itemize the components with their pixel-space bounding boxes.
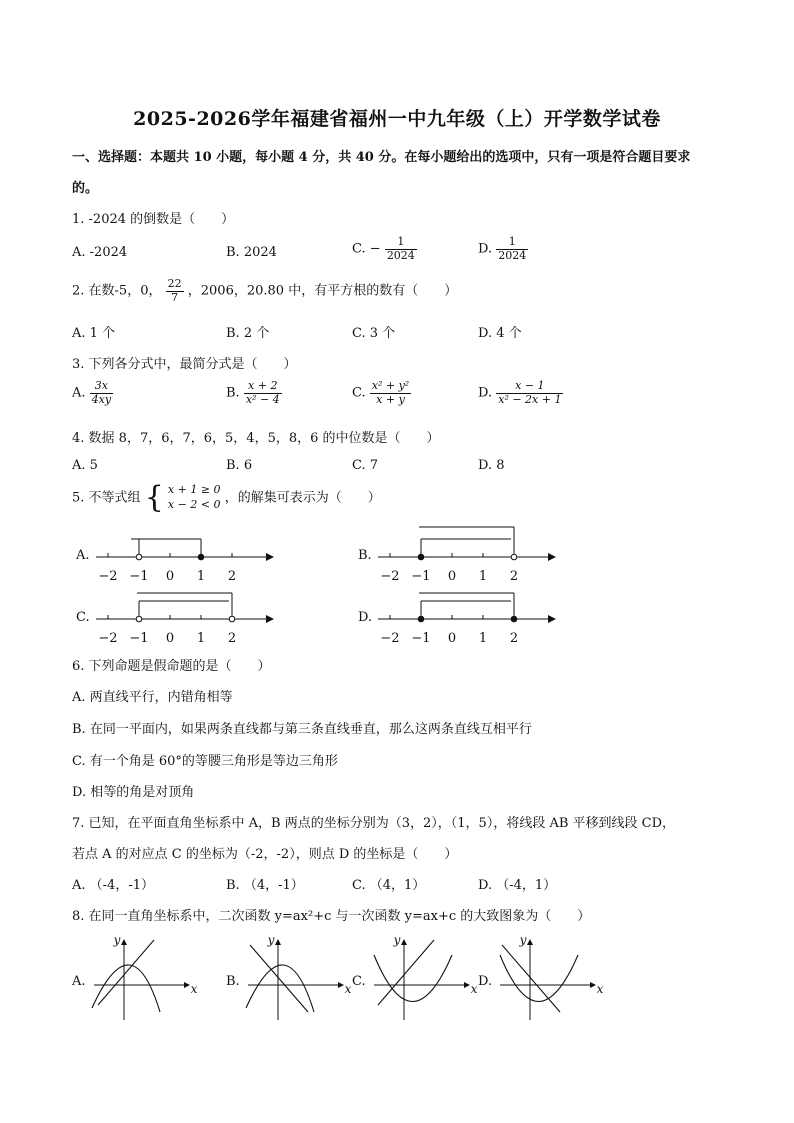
brace-symbol: { (144, 480, 164, 515)
axis-arrow-icon (548, 553, 556, 561)
q3-option-d: D. $\frac{x - 1}{\text{x² − 2x + 1}}$ (478, 379, 562, 406)
section-heading-line1: 一、选择题：本题共 10 小题，每小题 4 分，共 40 分。在每小题给出的选项中，只有一项是符合题目要求 (72, 150, 691, 165)
solid-dot (198, 554, 204, 560)
inequality-system: x + 1 ≥ 0 x − 2 < 0 (167, 483, 221, 511)
tick-label: −1 (411, 569, 431, 584)
solid-dot (418, 554, 424, 560)
q1-option-d: D. $\frac{1}{2024}$ (478, 235, 527, 262)
q1-option-b: B. 2024 (226, 245, 277, 260)
tick-label: 0 (165, 569, 175, 584)
q6-option-c: C. 有一个角是 60°的等腰三角形是等边三角形 (72, 754, 338, 769)
hollow-dot (136, 554, 142, 560)
q2-option-a: A. 1 个 (72, 326, 116, 341)
q1-stem: 1. -2024 的倒数是（ ） (72, 212, 235, 227)
q6-stem: 6. 下列命题是假命题的是（ ） (72, 659, 271, 674)
tick-label: −2 (380, 631, 400, 646)
section-heading-line2: 的。 (72, 181, 99, 196)
q1-d-fraction: $\frac{1}{2024}$ (498, 235, 527, 262)
tick-label: 1 (196, 569, 206, 584)
q4-stem: 4. 数据 8，7，6，7，6，5，4，5，8，6 的中位数是（ ） (72, 431, 440, 446)
q1-option-a: A. -2024 (72, 245, 128, 260)
q5-stem: 5. 不等式组 { x + 1 ≥ 0 x − 2 < 0 ，的解集可表示为（ ） (72, 480, 381, 515)
axis-arrow-icon (548, 615, 556, 623)
x-axis-label: x (470, 982, 478, 996)
y-axis-label: y (113, 933, 121, 947)
q7-option-b: B. （4，-1） (226, 878, 304, 893)
q8-option-label: A. (72, 974, 86, 989)
q2-option-d: D. 4 个 (478, 326, 522, 341)
x-axis-label: x (596, 982, 604, 996)
tick-label: 2 (509, 631, 519, 646)
q8-option-label: B. (226, 974, 240, 989)
q2-stem: 2. 在数-5，0， $\frac{22}{7}$ ，2006，20.80 中，有平方根的数有（ ） (72, 277, 458, 304)
hollow-dot (229, 616, 235, 622)
linear-function-line (98, 940, 154, 1005)
q6-option-a: A. 两直线平行，内错角相等 (72, 690, 233, 705)
q7-option-d: D. （-4，1） (478, 878, 557, 893)
y-axis-label: y (393, 933, 401, 947)
axis-arrow-icon (266, 553, 274, 561)
tick-label: 0 (447, 569, 457, 584)
solid-dot (418, 616, 424, 622)
tick-label: 1 (478, 631, 488, 646)
q2-fraction: $\frac{22}{7}$ (167, 277, 182, 304)
q3-option-c: C. $\frac{\text{x² + y²}}{x + y}$ (352, 379, 410, 406)
tick-label: −1 (129, 569, 149, 584)
q4-option-b: B. 6 (226, 458, 253, 473)
q3-option-a: A. $\frac{3x}{4xy}$ (72, 379, 112, 406)
solid-dot (511, 616, 517, 622)
hollow-dot (511, 554, 517, 560)
q6-option-b: B. 在同一平面内，如果两条直线都与第三条直线垂直，那么这两条直线互相平行 (72, 722, 532, 737)
q5-option-label: A. (76, 548, 90, 563)
tick-label: 0 (165, 631, 175, 646)
tick-label: 0 (447, 631, 457, 646)
x-axis-arrow-icon (338, 982, 344, 988)
q1-option-c: C. − $\frac{1}{2024}$ (352, 235, 415, 262)
tick-label: 2 (227, 569, 237, 584)
y-axis-arrow-icon (275, 939, 281, 945)
q3-option-b: B. $\frac{x + 2}{\text{x² − 4}}$ (226, 379, 280, 406)
linear-function-line (250, 945, 308, 1012)
q1-c-fraction: $\frac{1}{2024}$ (386, 235, 415, 262)
tick-label: −2 (98, 631, 118, 646)
q6-option-d: D. 相等的角是对顶角 (72, 785, 195, 800)
tick-label: 1 (196, 631, 206, 646)
x-axis-label: x (344, 982, 352, 996)
y-axis-label: y (519, 933, 527, 947)
x-axis-arrow-icon (464, 982, 470, 988)
q3-stem: 3. 下列各分式中，最简分式是（ ） (72, 357, 297, 372)
parabola-curve (246, 965, 314, 1012)
q5-option-label: B. (358, 548, 372, 563)
q8-option-label: C. (352, 974, 366, 989)
q8-stem: 8. 在同一直角坐标系中，二次函数 y=ax²+c 与一次函数 y=ax+c 的大致图象为（ ） (72, 909, 591, 924)
hollow-dot (136, 616, 142, 622)
q2-option-b: B. 2 个 (226, 326, 270, 341)
page-title: 2025-2026学年福建省福州一中九年级（上）开学数学试卷 (133, 108, 661, 130)
y-axis-arrow-icon (527, 939, 533, 945)
q2-option-c: C. 3 个 (352, 326, 396, 341)
parabola-curve (500, 955, 578, 1002)
x-axis-arrow-icon (184, 982, 190, 988)
q7-option-a: A. （-4，-1） (72, 878, 154, 893)
q5-option-label: D. (358, 610, 373, 625)
q4-option-d: D. 8 (478, 458, 505, 473)
q5-option-label: C. (76, 610, 90, 625)
q7-stem-line2: 若点 A 的对应点 C 的坐标为（-2，-2），则点 D 的坐标是（ ） (72, 847, 458, 862)
tick-label: −2 (98, 569, 118, 584)
x-axis-label: x (190, 982, 198, 996)
x-axis-arrow-icon (590, 982, 596, 988)
q8-option-label: D. (478, 974, 493, 989)
q4-option-a: A. 5 (72, 458, 98, 473)
y-axis-label: y (267, 933, 275, 947)
q7-stem-line1: 7. 已知，在平面直角坐标系中 A，B 两点的坐标分别为（3，2），（1，5），将线段 AB 平移到线段 CD， (72, 816, 676, 831)
tick-label: −2 (380, 569, 400, 584)
tick-label: −1 (411, 631, 431, 646)
tick-label: 2 (227, 631, 237, 646)
tick-label: 2 (509, 569, 519, 584)
q4-option-c: C. 7 (352, 458, 379, 473)
parabola-curve (374, 955, 452, 1002)
q7-option-c: C. （4，1） (352, 878, 426, 893)
tick-label: −1 (129, 631, 149, 646)
y-axis-arrow-icon (401, 939, 407, 945)
linear-function-line (378, 940, 434, 1005)
y-axis-arrow-icon (121, 939, 127, 945)
axis-arrow-icon (266, 615, 274, 623)
tick-label: 1 (478, 569, 488, 584)
